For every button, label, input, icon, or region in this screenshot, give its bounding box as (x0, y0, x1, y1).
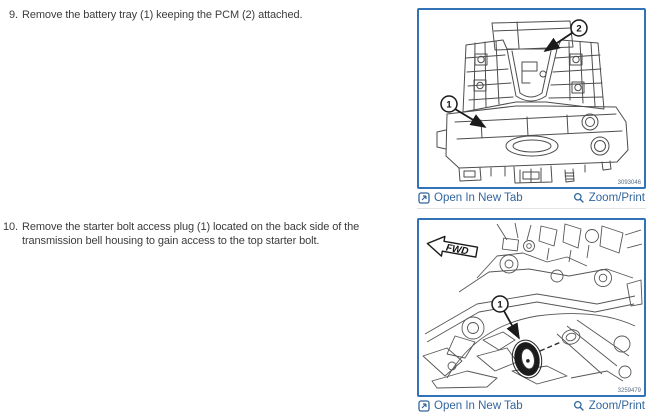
zoom-print-label: Zoom/Print (588, 192, 645, 204)
zoom-print-label: Zoom/Print (588, 400, 645, 412)
bell-housing-diagram (419, 220, 644, 395)
step-number: 10. (3, 221, 18, 233)
open-in-new-tab-label: Open In New Tab (434, 400, 523, 412)
callout-1-badge (492, 296, 519, 338)
fwd-direction-arrow (426, 234, 479, 262)
instruction-step-9 (0, 8, 406, 22)
instruction-step-10 (0, 220, 406, 248)
figures-column (417, 8, 646, 412)
figure-number: 3259479 (617, 388, 641, 394)
figure-link-bar (417, 189, 646, 209)
figure-bell-housing (417, 218, 646, 412)
magnifier-icon (573, 400, 585, 412)
open-in-new-tab-link[interactable] (418, 400, 523, 412)
figure-link-bar (417, 397, 646, 412)
svg-text:FWD: FWD (444, 242, 470, 258)
open-in-new-tab-link[interactable] (418, 192, 523, 204)
open-in-new-tab-icon (418, 400, 430, 412)
open-in-new-tab-icon (418, 192, 430, 204)
svg-text:1: 1 (446, 99, 452, 111)
bell-housing-figure-frame (417, 218, 646, 397)
figure-number: 3093046 (617, 180, 641, 186)
step-number: 9. (9, 9, 18, 21)
magnifier-icon (573, 192, 585, 204)
zoom-print-link[interactable] (573, 192, 645, 204)
svg-text:2: 2 (576, 23, 582, 35)
svg-text:1: 1 (497, 299, 503, 311)
zoom-print-link[interactable] (573, 400, 645, 412)
step-text: Remove the starter bolt access plug (1) located on the back side of the transmission bell housing to gain access to the top starter bolt. (22, 221, 360, 247)
figure-battery-tray (417, 8, 646, 209)
battery-tray-diagram (419, 10, 644, 187)
open-in-new-tab-label: Open In New Tab (434, 192, 523, 204)
battery-tray-figure-frame (417, 8, 646, 189)
step-text: Remove the battery tray (1) keeping the PCM (2) attached. (22, 9, 303, 21)
